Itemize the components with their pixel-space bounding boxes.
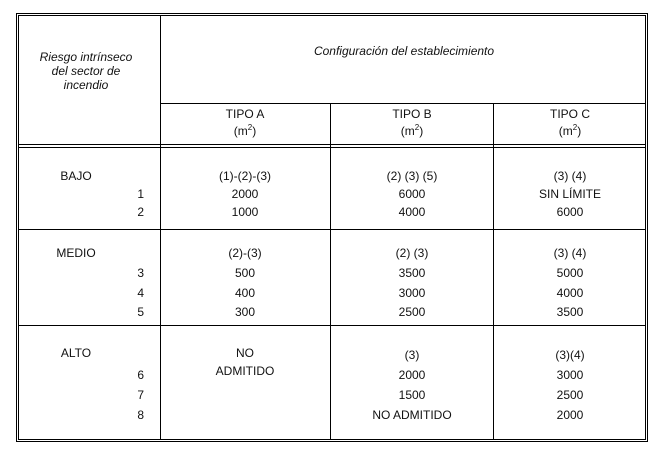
riesgo-header-line-1: Riesgo intrínseco bbox=[39, 50, 133, 64]
level-6: 6 bbox=[137, 368, 144, 382]
group-note-bajo-c: (3) (4) bbox=[553, 169, 587, 183]
group-note-bajo-b: (2) (3) (5) bbox=[386, 169, 438, 183]
group-note-alto-b: (3) bbox=[404, 348, 420, 362]
cell-7-c: 2500 bbox=[556, 388, 584, 402]
cell-6-b: 2000 bbox=[398, 368, 426, 382]
riesgo-header-line-3: incendio bbox=[63, 78, 109, 92]
group-note-alto-a: NO bbox=[236, 346, 254, 360]
group-note-medio-b: (2) (3) bbox=[395, 246, 429, 260]
group-divider-medio-alto bbox=[18, 325, 646, 326]
cell-2-a: 1000 bbox=[231, 205, 259, 219]
cell-7-b: 1500 bbox=[398, 388, 426, 402]
column-divider-b-c bbox=[493, 103, 494, 440]
group-label-medio: MEDIO bbox=[56, 246, 96, 260]
level-2: 2 bbox=[137, 205, 144, 219]
cell-6-c: 3000 bbox=[556, 368, 584, 382]
column-divider-label bbox=[160, 15, 161, 440]
cell-4-b: 3000 bbox=[398, 286, 426, 300]
level-5: 5 bbox=[137, 305, 144, 319]
column-unit-tipo-b: $(m^2)$ bbox=[400, 123, 424, 138]
cell-5-a: 300 bbox=[234, 305, 256, 319]
cell-1-a: 2000 bbox=[231, 187, 259, 201]
cell-5-b: 2500 bbox=[398, 305, 426, 319]
header-bottom-line-2 bbox=[18, 147, 646, 148]
header-bottom-line-1 bbox=[18, 144, 646, 145]
level-8: 8 bbox=[137, 408, 144, 422]
cell-5-c: 3500 bbox=[556, 305, 584, 319]
group-note-medio-c: (3) (4) bbox=[553, 246, 587, 260]
group-note-alto-c: (3)(4) bbox=[555, 348, 585, 362]
cell-3-a: 500 bbox=[234, 266, 256, 280]
cell-2-c: 6000 bbox=[556, 205, 584, 219]
riesgo-header-line-2: del sector de bbox=[51, 64, 121, 78]
level-1: 1 bbox=[137, 187, 144, 201]
cell-4-a: 400 bbox=[234, 286, 256, 300]
cell-6-a: ADMITIDO bbox=[215, 364, 275, 378]
cell-1-c: SIN LÍMITE bbox=[538, 187, 602, 201]
cell-3-b: 3500 bbox=[398, 266, 426, 280]
column-header-tipo-c: TIPO C bbox=[549, 107, 591, 121]
group-label-bajo: BAJO bbox=[60, 169, 92, 183]
column-header-tipo-a: TIPO A bbox=[225, 107, 265, 121]
level-3: 3 bbox=[137, 266, 144, 280]
column-header-tipo-b: TIPO B bbox=[392, 107, 432, 121]
cell-4-c: 4000 bbox=[556, 286, 584, 300]
column-unit-tipo-a: $(m^2)$ bbox=[233, 123, 257, 138]
group-divider-bajo-medio bbox=[18, 229, 646, 230]
cell-2-b: 4000 bbox=[398, 205, 426, 219]
cell-1-b: 6000 bbox=[398, 187, 426, 201]
column-divider-a-b bbox=[330, 103, 331, 440]
cell-3-c: 5000 bbox=[556, 266, 584, 280]
configuracion-header: Configuración del establecimiento bbox=[313, 44, 495, 58]
cell-8-c: 2000 bbox=[556, 408, 584, 422]
level-7: 7 bbox=[137, 388, 144, 402]
group-label-alto: ALTO bbox=[60, 346, 92, 360]
group-note-bajo-a: (1)-(2)-(3) bbox=[219, 169, 271, 183]
group-note-medio-a: (2)-(3) bbox=[228, 246, 262, 260]
column-unit-tipo-c: $(m^2)$ bbox=[558, 123, 582, 138]
level-4: 4 bbox=[137, 286, 144, 300]
header-split-line bbox=[160, 103, 646, 104]
cell-8-b: NO ADMITIDO bbox=[372, 408, 452, 422]
